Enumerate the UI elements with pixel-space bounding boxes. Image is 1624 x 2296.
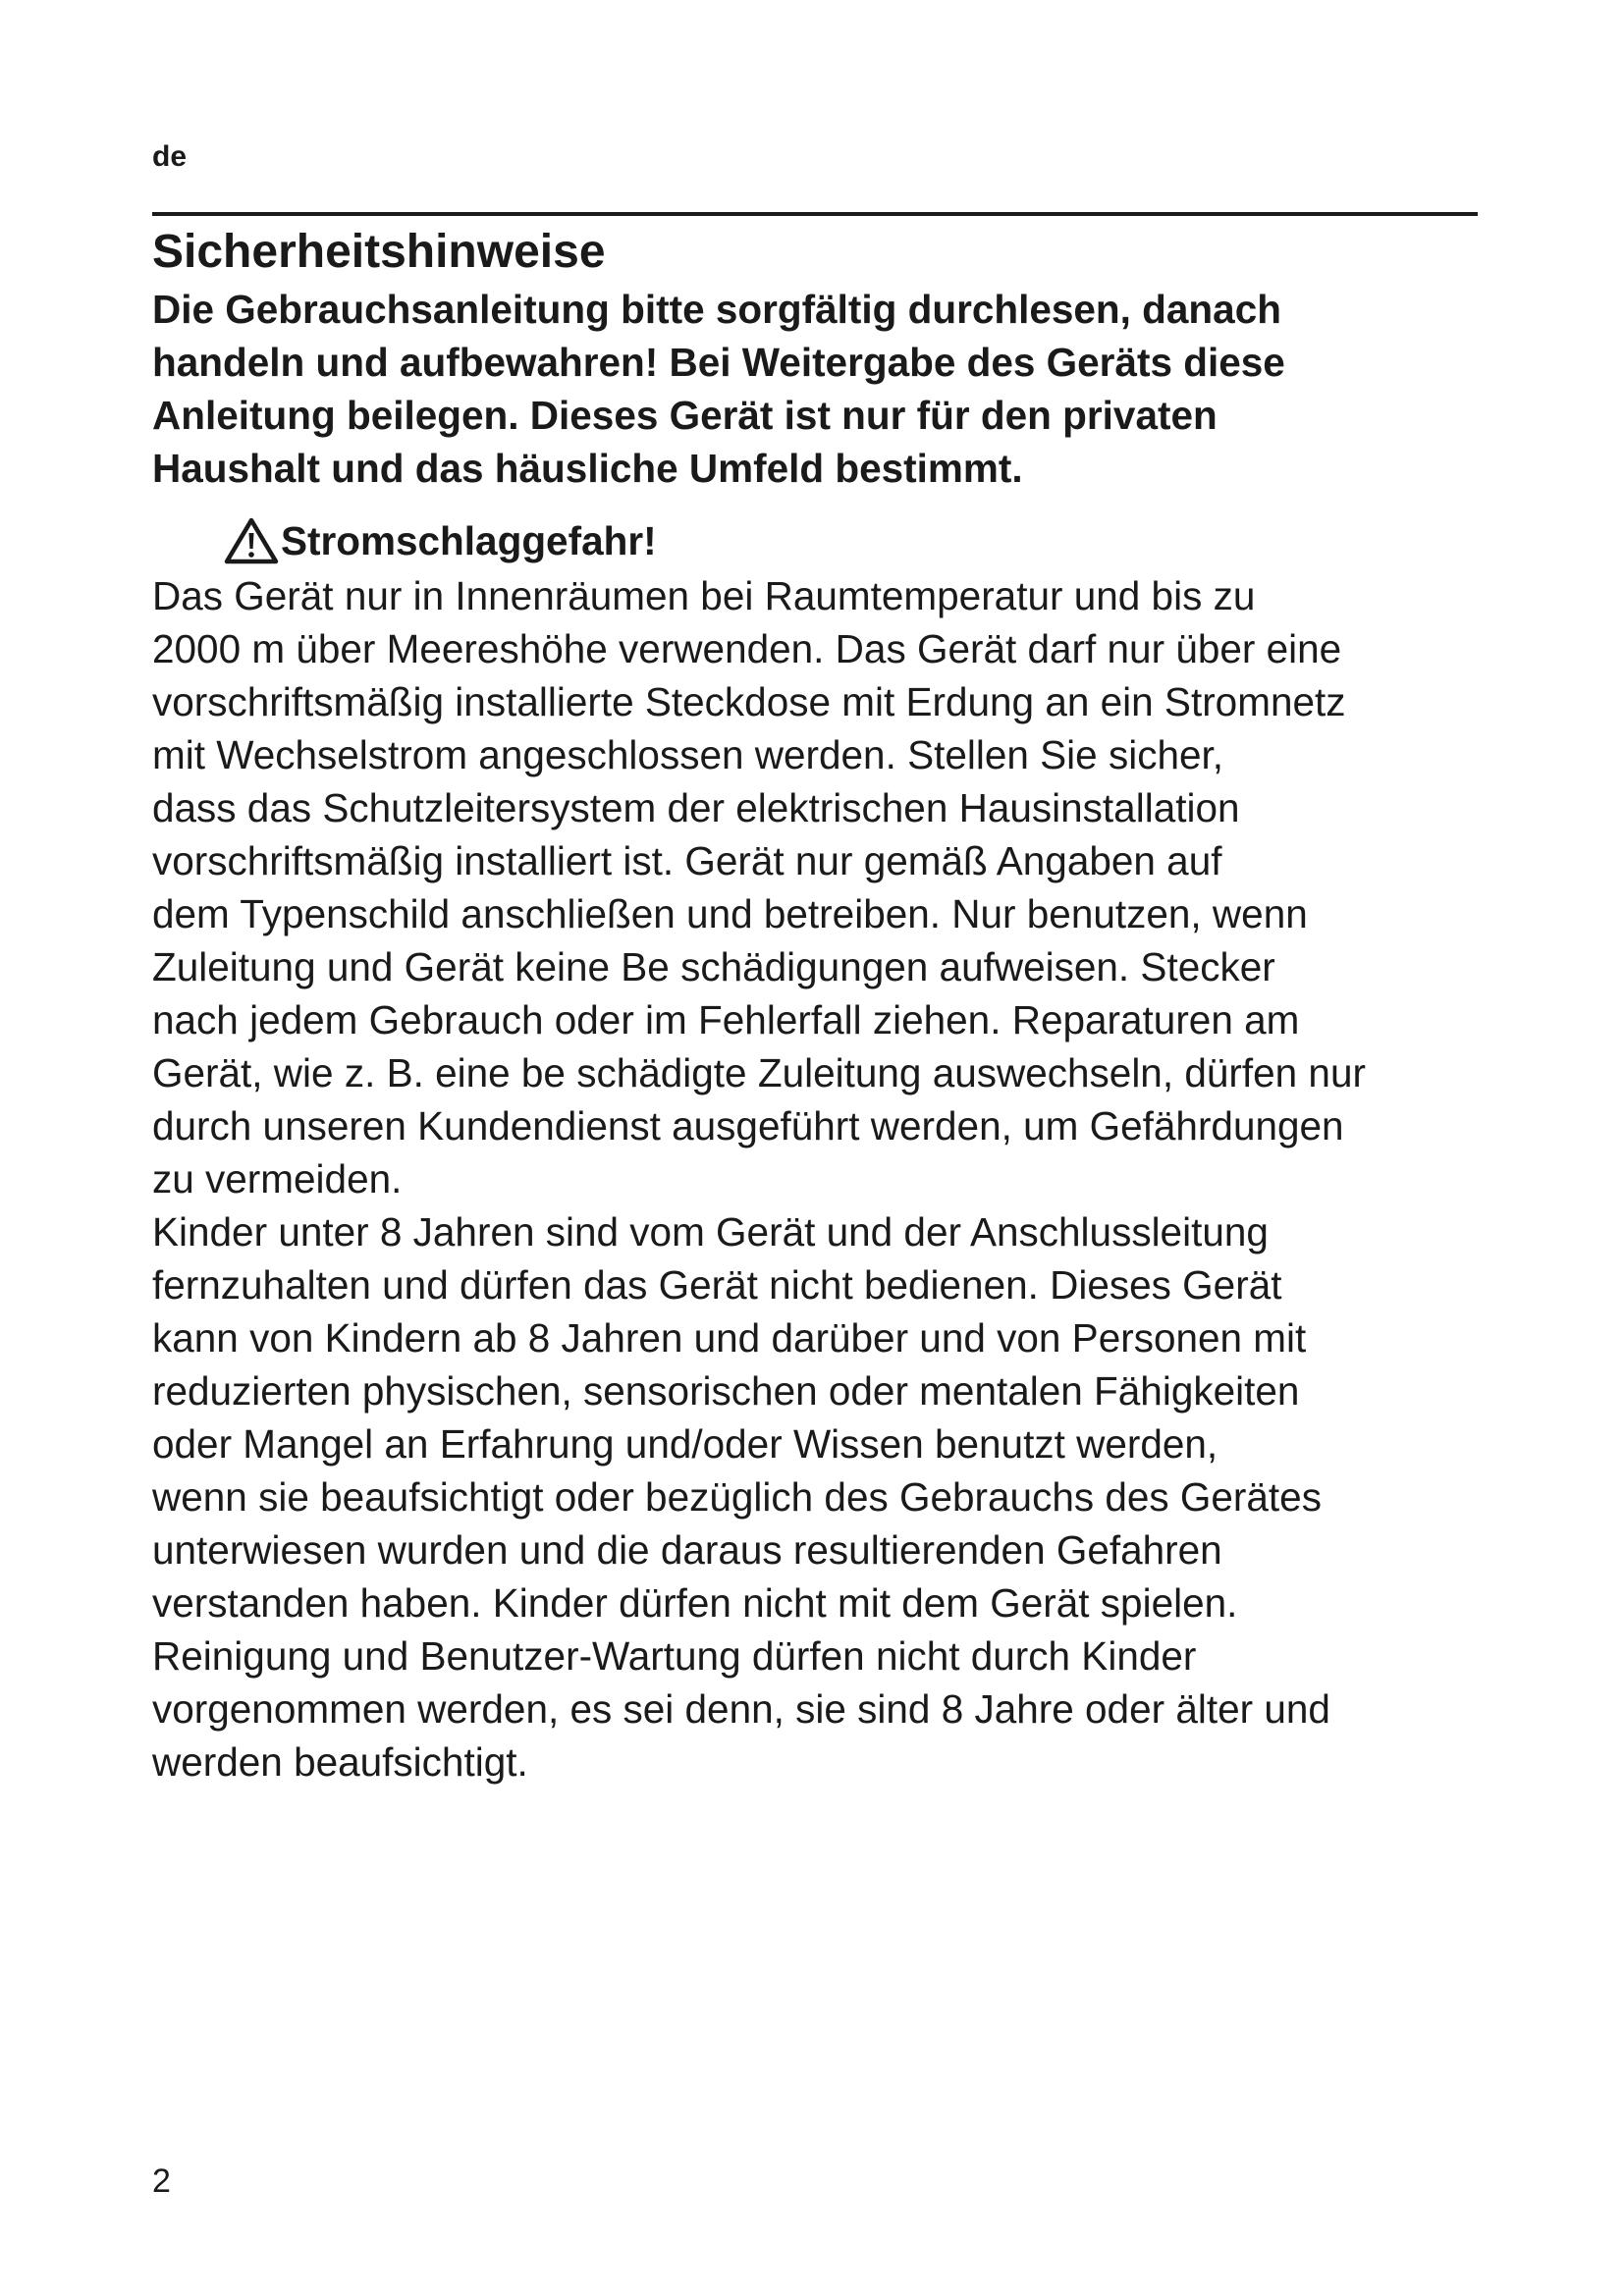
body-line: Gerät, wie z. B. eine be schädigte Zuleitung auswechseln, dürfen nur <box>152 1050 1366 1095</box>
body-line: oder Mangel an Erfahrung und/oder Wissen benutzt werden, <box>152 1421 1218 1467</box>
body-line: dass das Schutzleitersystem der elektrischen Hausinstallation <box>152 785 1240 830</box>
body-line: unterwiesen wurden und die daraus resultierenden Gefahren <box>152 1527 1222 1573</box>
body-line: reduzierten physischen, sensorischen oder mentalen Fähigkeiten <box>152 1368 1300 1414</box>
body-line: Kinder unter 8 Jahren sind vom Gerät und der Anschlussleitung <box>152 1209 1269 1255</box>
safety-body-text <box>152 569 1507 1789</box>
body-line: verstanden haben. Kinder dürfen nicht mit dem Gerät spielen. <box>152 1580 1238 1626</box>
body-line: fernzuhalten und dürfen das Gerät nicht bedienen. Dieses Gerät <box>152 1262 1282 1308</box>
body-line: vorschriftsmäßig installierte Steckdose mit Erdung an ein Stromnetz <box>152 679 1346 724</box>
body-line: nach jedem Gebrauch oder im Fehlerfall ziehen. Reparaturen am <box>152 997 1300 1042</box>
body-line: dem Typenschild anschließen und betreiben. Nur benutzen, wenn <box>152 891 1308 936</box>
body-line: zu vermeiden. <box>152 1156 403 1201</box>
body-line: 2000 m über Meereshöhe verwenden. Das Gerät darf nur über eine <box>152 626 1342 671</box>
intro-line: Die Gebrauchsanleitung bitte sorgfältig durchlesen, danach <box>152 287 1281 332</box>
section-title: Sicherheitshinweise <box>152 226 606 278</box>
page-number: 2 <box>152 2163 171 2200</box>
intro-line: Anleitung beilegen. Dieses Gerät ist nur für den privaten <box>152 393 1218 438</box>
intro-paragraph <box>152 283 1488 495</box>
warning-label: Stromschlaggefahr! <box>281 518 657 563</box>
body-line: mit Wechselstrom angeschlossen werden. Stellen Sie sicher, <box>152 732 1224 777</box>
body-line: wenn sie beaufsichtigt oder bezüglich des Gebrauchs des Gerätes <box>152 1474 1322 1520</box>
intro-line: Haushalt und das häusliche Umfeld bestimmt. <box>152 446 1023 491</box>
language-code: de <box>152 140 188 173</box>
body-line: werden beaufsichtigt. <box>152 1739 528 1785</box>
warning-heading <box>224 512 657 569</box>
body-line: Das Gerät nur in Innenräumen bei Raumtemperatur und bis zu <box>152 573 1256 618</box>
header-rule <box>152 212 1478 216</box>
body-line: durch unseren Kundendienst ausgeführt werden, um Gefährdungen <box>152 1103 1344 1148</box>
warning-triangle-icon <box>224 516 281 565</box>
body-line: vorgenommen werden, es sei denn, sie sind 8 Jahre oder älter und <box>152 1686 1330 1732</box>
body-line: Zuleitung und Gerät keine Be schädigungen aufweisen. Stecker <box>152 944 1275 989</box>
body-line: kann von Kindern ab 8 Jahren und darüber und von Personen mit <box>152 1315 1307 1361</box>
intro-line: handeln und aufbewahren! Bei Weitergabe des Geräts diese <box>152 340 1285 385</box>
body-line: Reinigung und Benutzer-Wartung dürfen nicht durch Kinder <box>152 1633 1197 1679</box>
body-line: vorschriftsmäßig installiert ist. Gerät nur gemäß Angaben auf <box>152 838 1222 883</box>
